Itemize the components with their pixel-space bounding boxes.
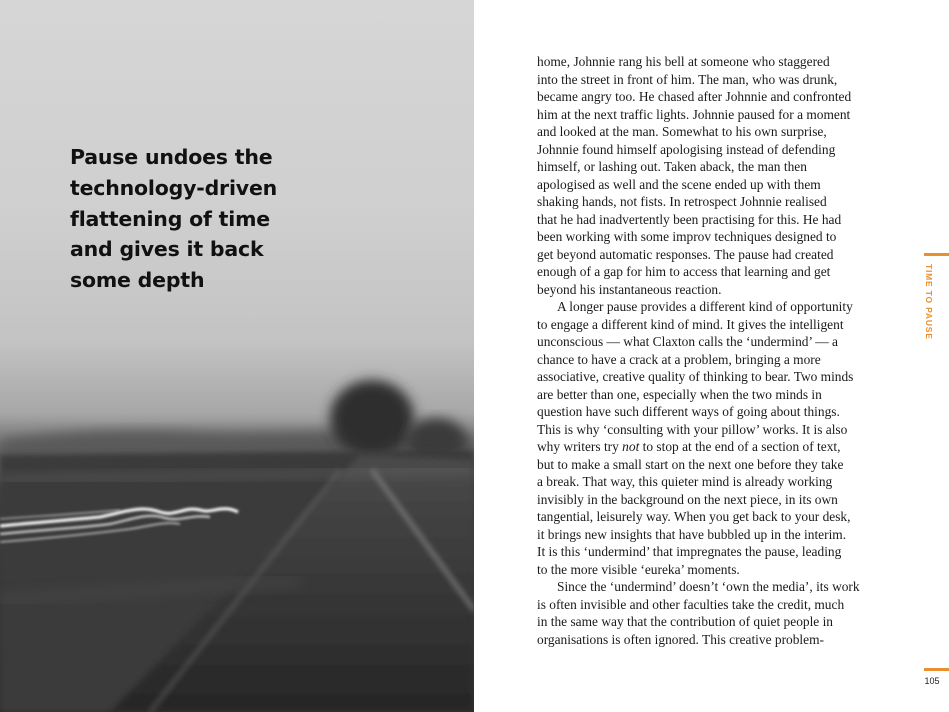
folio-marker-bar — [924, 668, 949, 671]
body-text-line: are better than one, especially when the two minds in — [537, 386, 822, 402]
body-text-line: and looked at the man. Somewhat to his own surprise, — [537, 124, 827, 139]
section-label-text: TIME TO PAUSE — [924, 264, 934, 340]
body-text-line: Johnnie found himself apologising instead of defending — [537, 141, 836, 157]
body-text-line: shaking hands, not fists. In retrospect Johnnie realised — [537, 194, 827, 209]
road-photograph — [0, 0, 474, 712]
body-text-line: get beyond automatic responses. The pause had created — [537, 246, 834, 262]
body-text-line: into the street in front of him. The man, who was drunk, — [537, 71, 838, 87]
pull-quote-line: and gives it back — [70, 237, 264, 262]
left-page-photo — [0, 0, 474, 712]
body-text — [537, 53, 882, 648]
pull-quote-line: flattening of time — [70, 206, 270, 231]
body-text-line: that he had inadvertently been practising for this. He had — [537, 211, 842, 227]
body-text-line: Since the ‘undermind’ doesn’t ‘own the media’, its work — [557, 579, 860, 594]
body-text-line: to the more visible ‘eureka’ moments. — [537, 561, 740, 577]
body-text-line: This is why ‘consulting with your pillow’ works. It is also — [537, 421, 848, 437]
body-text-line: in the same way that the contribution of quiet people in — [537, 614, 834, 629]
body-text-line: him at the next traffic lights. Johnnie paused for a moment — [537, 106, 851, 122]
body-text-line: organisations is often ignored. This creative problem- — [537, 631, 824, 647]
body-text-line: tangential, leisurely way. When you get back to your desk, — [537, 509, 851, 524]
body-text-line: question have such different ways of going about things. — [537, 404, 840, 419]
pull-quote-line: technology-driven — [70, 175, 278, 200]
body-text-line: himself, or lashing out. Taken aback, the man then — [537, 159, 807, 174]
body-text-line: A longer pause provides a different kind of opportunity — [557, 299, 853, 314]
body-text-line: is often invisible and other faculties take the credit, much — [537, 596, 845, 612]
page-number: 105 — [924, 676, 940, 686]
body-text-line: associative, creative quality of thinking to bear. Two minds — [537, 369, 854, 384]
section-label — [919, 264, 939, 344]
pull-quote — [70, 142, 300, 296]
body-text-line: to engage a different kind of mind. It gives the intelligent — [537, 316, 844, 332]
body-text-line: been working with some improv techniques designed to — [537, 229, 837, 244]
body-text-line: why writers try not to stop at the end of a section of text, — [537, 439, 841, 454]
body-text-line: but to make a small start on the next one before they take — [537, 456, 844, 472]
body-text-line: chance to have a crack at a problem, bringing a more — [537, 351, 821, 367]
body-text-line: invisibly in the background on the next piece, in its own — [537, 491, 838, 507]
body-text-line: It is this ‘undermind’ that impregnates the pause, leading — [537, 544, 842, 559]
body-text-line: beyond his instantaneous reaction. — [537, 281, 722, 297]
pull-quote-line: some depth — [70, 268, 205, 293]
body-text-line: it brings new insights that have bubbled up in the interim. — [537, 526, 847, 542]
body-text-line: a break. That way, this quieter mind is already working — [537, 474, 833, 489]
body-text-line: apologised as well and the scene ended up with them — [537, 176, 821, 192]
body-text-line: became angry too. He chased after Johnnie and confronted — [537, 89, 852, 104]
body-text-line: unconscious — what Claxton calls the ‘undermind’ — a — [537, 334, 838, 349]
body-text-line: home, Johnnie rang his bell at someone who staggered — [537, 54, 830, 69]
emphasis: not — [622, 439, 640, 454]
pull-quote-line: Pause undoes the — [70, 145, 273, 169]
section-marker-bar — [924, 253, 949, 256]
body-text-line: enough of a gap for him to access that learning and get — [537, 264, 831, 279]
